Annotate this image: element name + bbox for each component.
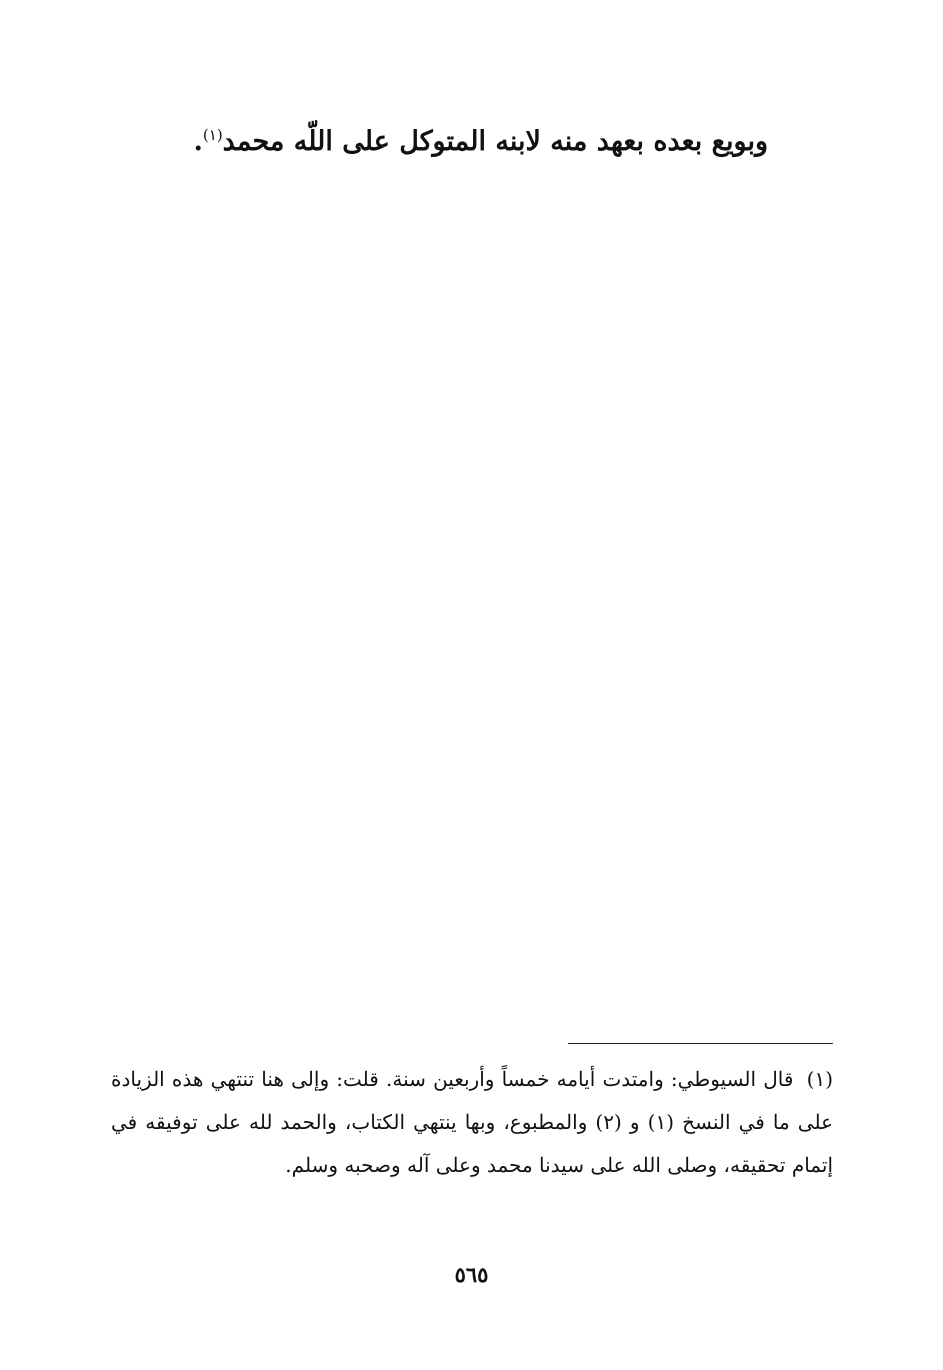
footnote-reference: (١): [202, 126, 223, 144]
footnote: [111, 1058, 833, 1187]
footnote-separator: [568, 1043, 833, 1044]
main-text: وبويع بعده بعهد منه لابنه المتوكل على اللّه محمد: [222, 126, 768, 157]
footnote-marker: (١): [806, 1067, 833, 1091]
footnote-text: قال السيوطي: وامتدت أيامه خمساً وأربعين سنة. قلت: وإلى هنا تنتهي هذه الزيادة على ما في النسخ (١) و (٢) والمطبوع، وبها ينتهي الكتاب، والحمد لله على توفيقه في إتمام تحقيقه، وصلى الله على سيدنا محمد وعلى آله وصحبه وسلم.: [111, 1067, 834, 1177]
end-punctuation: .: [193, 126, 203, 157]
page-number: ٥٦٥: [454, 1262, 489, 1287]
main-text-line: [148, 120, 768, 164]
